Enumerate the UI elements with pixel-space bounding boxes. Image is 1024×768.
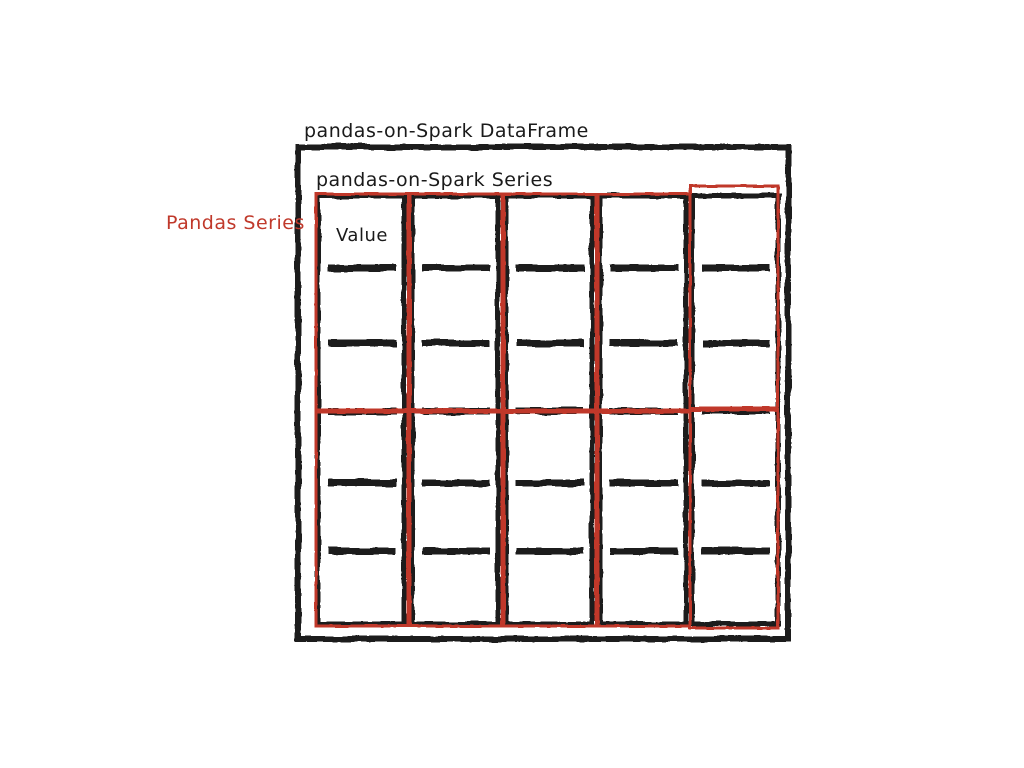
spark-series-highlight xyxy=(690,186,778,628)
series-title-label: pandas-on-Spark Series xyxy=(316,169,554,191)
dataframe-outer-box xyxy=(298,147,788,639)
dataframe-title-label: pandas-on-Spark DataFrame xyxy=(304,120,589,142)
partition-highlights xyxy=(410,194,690,626)
value-cell-label: Value xyxy=(336,225,388,246)
pandas-series-label: Pandas Series xyxy=(166,212,305,234)
pandas-series-highlight xyxy=(316,194,408,626)
